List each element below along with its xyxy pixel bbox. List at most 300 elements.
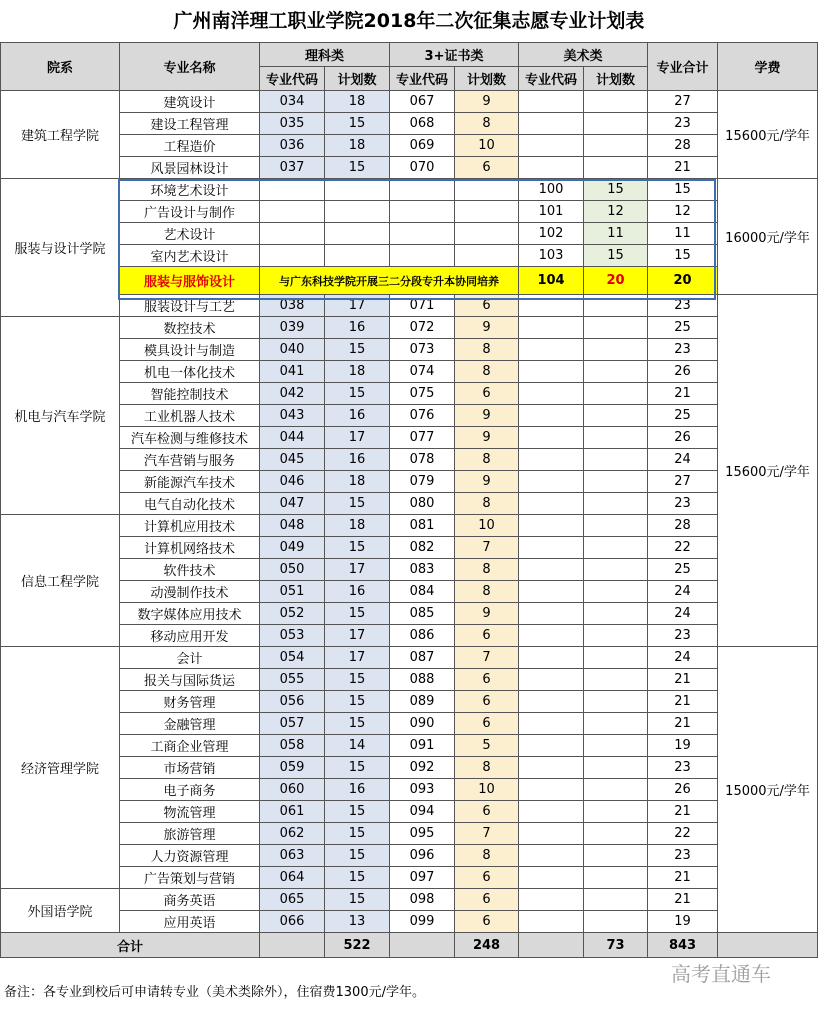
cert-plan: 7 [455, 537, 519, 559]
major-total: 24 [648, 603, 718, 625]
art-plan: 12 [584, 201, 648, 223]
footer-sci-code [260, 933, 325, 958]
cert-code: 084 [390, 581, 455, 603]
cert-plan: 8 [455, 361, 519, 383]
table-row [1, 867, 818, 889]
sci-code: 034 [260, 91, 325, 113]
major-total: 23 [648, 295, 718, 317]
table-row [1, 449, 818, 471]
major-name: 广告设计与制作 [120, 201, 260, 223]
sci-code: 054 [260, 647, 325, 669]
cert-plan: 6 [455, 867, 519, 889]
sci-plan: 16 [325, 581, 390, 603]
cert-plan: 6 [455, 691, 519, 713]
cert-plan: 10 [455, 515, 519, 537]
sci-plan: 15 [325, 603, 390, 625]
art-code: 100 [519, 179, 584, 201]
art-plan [584, 295, 648, 317]
dept-cell: 建筑工程学院 [1, 91, 120, 179]
major-total: 15 [648, 179, 718, 201]
art-plan [584, 911, 648, 933]
table-row [1, 603, 818, 625]
cert-plan: 9 [455, 317, 519, 339]
art-plan [584, 757, 648, 779]
sci-plan: 15 [325, 713, 390, 735]
major-name: 数字媒体应用技术 [120, 603, 260, 625]
table-row [1, 581, 818, 603]
cert-code: 095 [390, 823, 455, 845]
sci-plan: 17 [325, 559, 390, 581]
sci-plan: 15 [325, 537, 390, 559]
art-plan [584, 515, 648, 537]
table-row [1, 779, 818, 801]
major-total: 26 [648, 361, 718, 383]
table-row [1, 91, 818, 113]
table-row [1, 295, 818, 317]
major-total: 21 [648, 889, 718, 911]
sci-code [260, 179, 325, 201]
major-total: 15 [648, 245, 718, 267]
cert-code: 073 [390, 339, 455, 361]
major-name: 汽车检测与维修技术 [120, 427, 260, 449]
footnote: 备注：各专业到校后可申请转专业（美术类除外），住宿费1300元/学年。 [4, 985, 425, 1000]
cert-code: 085 [390, 603, 455, 625]
cert-plan: 6 [455, 889, 519, 911]
cert-code: 070 [390, 157, 455, 179]
table-row [1, 201, 818, 223]
cert-plan: 7 [455, 647, 519, 669]
sci-code: 051 [260, 581, 325, 603]
art-plan [584, 735, 648, 757]
table-row [1, 911, 818, 933]
cert-code [390, 245, 455, 267]
art-plan [584, 317, 648, 339]
sci-plan: 17 [325, 625, 390, 647]
cert-plan: 8 [455, 845, 519, 867]
sci-code: 042 [260, 383, 325, 405]
major-name: 旅游管理 [120, 823, 260, 845]
art-plan [584, 537, 648, 559]
cert-plan: 7 [455, 823, 519, 845]
art-code [519, 691, 584, 713]
major-total: 21 [648, 669, 718, 691]
cert-plan: 6 [455, 713, 519, 735]
cert-plan: 9 [455, 471, 519, 493]
art-plan: 20 [584, 267, 648, 295]
header-cert-plan: 计划数 [455, 67, 519, 91]
major-total: 12 [648, 201, 718, 223]
table-row [1, 223, 818, 245]
cert-plan: 10 [455, 135, 519, 157]
cert-code: 074 [390, 361, 455, 383]
cert-code: 082 [390, 537, 455, 559]
art-plan: 15 [584, 179, 648, 201]
art-code: 102 [519, 223, 584, 245]
sci-code: 037 [260, 157, 325, 179]
art-plan [584, 647, 648, 669]
art-plan [584, 559, 648, 581]
art-plan [584, 581, 648, 603]
cert-code: 067 [390, 91, 455, 113]
sci-code: 045 [260, 449, 325, 471]
art-code [519, 647, 584, 669]
dept-cell: 经济管理学院 [1, 647, 120, 889]
sci-code: 062 [260, 823, 325, 845]
sci-code: 052 [260, 603, 325, 625]
cert-code: 096 [390, 845, 455, 867]
major-total: 23 [648, 493, 718, 515]
art-plan [584, 845, 648, 867]
art-plan: 15 [584, 245, 648, 267]
art-code [519, 889, 584, 911]
art-plan: 11 [584, 223, 648, 245]
cert-plan: 8 [455, 757, 519, 779]
cert-plan [455, 223, 519, 245]
major-name: 金融管理 [120, 713, 260, 735]
table-row [1, 157, 818, 179]
page-title: 广州南洋理工职业学院2018年二次征集志愿专业计划表 [173, 10, 645, 32]
footer-art-code [519, 933, 584, 958]
major-total: 23 [648, 757, 718, 779]
major-name: 电子商务 [120, 779, 260, 801]
sci-plan: 18 [325, 91, 390, 113]
cert-plan: 8 [455, 493, 519, 515]
art-code [519, 845, 584, 867]
table-row [1, 889, 818, 911]
sci-plan: 16 [325, 405, 390, 427]
art-code [519, 735, 584, 757]
header-art-plan: 计划数 [584, 67, 648, 91]
art-plan [584, 779, 648, 801]
art-plan [584, 339, 648, 361]
cert-code: 071 [390, 295, 455, 317]
cert-plan: 5 [455, 735, 519, 757]
sci-code: 056 [260, 691, 325, 713]
sci-plan: 17 [325, 295, 390, 317]
cert-code: 088 [390, 669, 455, 691]
sci-code: 043 [260, 405, 325, 427]
major-total: 26 [648, 779, 718, 801]
sci-plan: 18 [325, 515, 390, 537]
sci-code: 048 [260, 515, 325, 537]
art-code [519, 295, 584, 317]
sci-plan: 16 [325, 317, 390, 339]
sci-code [260, 245, 325, 267]
table-row [1, 405, 818, 427]
sci-plan: 15 [325, 113, 390, 135]
sci-plan: 16 [325, 779, 390, 801]
major-total: 25 [648, 559, 718, 581]
sci-plan: 17 [325, 427, 390, 449]
art-plan [584, 691, 648, 713]
major-name: 新能源汽车技术 [120, 471, 260, 493]
art-code [519, 361, 584, 383]
fee-cell: 15600元/学年 [718, 91, 818, 179]
art-code [519, 157, 584, 179]
major-total: 21 [648, 713, 718, 735]
sci-plan: 13 [325, 911, 390, 933]
table-row [1, 113, 818, 135]
header-art-code: 专业代码 [519, 67, 584, 91]
sci-plan: 15 [325, 669, 390, 691]
art-code [519, 581, 584, 603]
table-row [1, 245, 818, 267]
table-row [1, 757, 818, 779]
table-row [1, 691, 818, 713]
major-total: 28 [648, 515, 718, 537]
cert-code: 089 [390, 691, 455, 713]
art-plan [584, 669, 648, 691]
table-row [1, 647, 818, 669]
art-plan [584, 713, 648, 735]
table-row [1, 845, 818, 867]
major-total: 27 [648, 91, 718, 113]
art-code [519, 383, 584, 405]
table-row [1, 135, 818, 157]
cert-plan [455, 179, 519, 201]
footer-grand-total: 843 [648, 933, 718, 958]
major-name: 计算机网络技术 [120, 537, 260, 559]
major-name: 物流管理 [120, 801, 260, 823]
sci-code: 036 [260, 135, 325, 157]
cert-code: 086 [390, 625, 455, 647]
sci-code: 055 [260, 669, 325, 691]
header-fee: 学费 [718, 43, 818, 91]
table-row [1, 735, 818, 757]
sci-code: 049 [260, 537, 325, 559]
art-code [519, 559, 584, 581]
art-plan [584, 625, 648, 647]
major-name: 环境艺术设计 [120, 179, 260, 201]
cert-code: 076 [390, 405, 455, 427]
art-code [519, 625, 584, 647]
art-code [519, 471, 584, 493]
major-name: 智能控制技术 [120, 383, 260, 405]
art-plan [584, 471, 648, 493]
sci-plan: 15 [325, 889, 390, 911]
cert-plan [455, 245, 519, 267]
sci-code: 059 [260, 757, 325, 779]
major-total: 28 [648, 135, 718, 157]
art-plan [584, 405, 648, 427]
major-name: 商务英语 [120, 889, 260, 911]
table-row [1, 493, 818, 515]
major-name: 汽车营销与服务 [120, 449, 260, 471]
table-row [1, 471, 818, 493]
major-name: 艺术设计 [120, 223, 260, 245]
sci-plan [325, 201, 390, 223]
dept-cell: 服装与设计学院 [1, 179, 120, 317]
cert-code: 068 [390, 113, 455, 135]
cert-code: 091 [390, 735, 455, 757]
sci-code: 039 [260, 317, 325, 339]
art-code [519, 757, 584, 779]
major-name: 会计 [120, 647, 260, 669]
cert-plan: 9 [455, 603, 519, 625]
table-row [1, 317, 818, 339]
art-code [519, 515, 584, 537]
sci-code: 038 [260, 295, 325, 317]
sci-plan [325, 179, 390, 201]
sci-code: 047 [260, 493, 325, 515]
art-code [519, 339, 584, 361]
art-plan [584, 135, 648, 157]
art-code [519, 449, 584, 471]
sci-code: 035 [260, 113, 325, 135]
major-total: 26 [648, 427, 718, 449]
cert-code: 075 [390, 383, 455, 405]
cert-code: 097 [390, 867, 455, 889]
cert-plan: 6 [455, 801, 519, 823]
art-code [519, 823, 584, 845]
cert-plan: 6 [455, 295, 519, 317]
cert-plan: 8 [455, 559, 519, 581]
sci-code: 063 [260, 845, 325, 867]
sci-plan: 18 [325, 471, 390, 493]
header-sci-code: 专业代码 [260, 67, 325, 91]
cert-plan: 6 [455, 383, 519, 405]
major-total: 27 [648, 471, 718, 493]
cert-plan: 8 [455, 339, 519, 361]
sci-plan: 17 [325, 647, 390, 669]
art-code [519, 135, 584, 157]
major-name: 报关与国际货运 [120, 669, 260, 691]
cert-code: 092 [390, 757, 455, 779]
major-name: 服装设计与工艺 [120, 295, 260, 317]
table-row [1, 383, 818, 405]
cert-plan: 6 [455, 669, 519, 691]
major-name: 财务管理 [120, 691, 260, 713]
table-body [1, 91, 818, 933]
sci-code: 064 [260, 867, 325, 889]
art-plan [584, 603, 648, 625]
cert-plan: 6 [455, 625, 519, 647]
major-name: 动漫制作技术 [120, 581, 260, 603]
major-total: 11 [648, 223, 718, 245]
footer-cert-code [390, 933, 455, 958]
fee-cell: 15000元/学年 [718, 647, 818, 933]
major-name: 电气自动化技术 [120, 493, 260, 515]
cert-code: 083 [390, 559, 455, 581]
cert-plan: 9 [455, 405, 519, 427]
major-name: 应用英语 [120, 911, 260, 933]
header-dept: 院系 [1, 43, 120, 91]
dept-cell: 信息工程学院 [1, 515, 120, 647]
table-row [1, 515, 818, 537]
sci-plan: 15 [325, 801, 390, 823]
art-plan [584, 361, 648, 383]
sci-code: 046 [260, 471, 325, 493]
sci-plan: 15 [325, 383, 390, 405]
art-code [519, 801, 584, 823]
sci-code: 058 [260, 735, 325, 757]
table-row [1, 801, 818, 823]
sci-code: 065 [260, 889, 325, 911]
art-code [519, 779, 584, 801]
major-total: 21 [648, 157, 718, 179]
major-total: 21 [648, 691, 718, 713]
sci-plan: 15 [325, 157, 390, 179]
sci-code: 053 [260, 625, 325, 647]
sci-plan: 15 [325, 823, 390, 845]
table-row [1, 669, 818, 691]
cert-code [390, 201, 455, 223]
cert-code: 087 [390, 647, 455, 669]
watermark-text: 高考直通车 [671, 962, 771, 986]
sci-plan: 18 [325, 361, 390, 383]
table-row [1, 537, 818, 559]
art-plan [584, 449, 648, 471]
art-code: 104 [519, 267, 584, 295]
table-row [1, 267, 818, 295]
header-cert-code: 专业代码 [390, 67, 455, 91]
footer-fee [718, 933, 818, 958]
table-header [1, 43, 818, 91]
art-code [519, 537, 584, 559]
major-name: 风景园林设计 [120, 157, 260, 179]
table-row [1, 559, 818, 581]
sci-plan: 18 [325, 135, 390, 157]
table-footer [1, 933, 818, 958]
cert-plan: 8 [455, 113, 519, 135]
major-total: 21 [648, 383, 718, 405]
header-cert-group: 3+证书类 [390, 43, 519, 67]
sci-code: 040 [260, 339, 325, 361]
dept-cell: 机电与汽车学院 [1, 317, 120, 515]
major-total: 24 [648, 449, 718, 471]
cert-plan: 9 [455, 91, 519, 113]
art-plan [584, 113, 648, 135]
table-row [1, 625, 818, 647]
sci-code: 060 [260, 779, 325, 801]
sci-plan: 14 [325, 735, 390, 757]
major-name: 数控技术 [120, 317, 260, 339]
major-name: 模具设计与制造 [120, 339, 260, 361]
cert-code [390, 179, 455, 201]
major-total: 25 [648, 405, 718, 427]
cert-plan: 6 [455, 911, 519, 933]
table-row [1, 427, 818, 449]
table-row [1, 713, 818, 735]
header-sci-plan: 计划数 [325, 67, 390, 91]
sci-code: 057 [260, 713, 325, 735]
cert-plan: 8 [455, 449, 519, 471]
cert-code: 081 [390, 515, 455, 537]
cert-code: 078 [390, 449, 455, 471]
major-total: 23 [648, 113, 718, 135]
table-row [1, 361, 818, 383]
major-total: 23 [648, 339, 718, 361]
header-total: 专业合计 [648, 43, 718, 91]
cert-code: 098 [390, 889, 455, 911]
major-total: 24 [648, 647, 718, 669]
art-code [519, 911, 584, 933]
sci-plan [325, 223, 390, 245]
sci-code: 061 [260, 801, 325, 823]
art-code [519, 713, 584, 735]
header-sci-group: 理科类 [260, 43, 390, 67]
art-plan [584, 801, 648, 823]
major-name: 广告策划与营销 [120, 867, 260, 889]
cert-plan: 6 [455, 157, 519, 179]
cert-plan [455, 201, 519, 223]
art-plan [584, 427, 648, 449]
art-code [519, 867, 584, 889]
art-code: 103 [519, 245, 584, 267]
sci-code: 041 [260, 361, 325, 383]
cert-code: 094 [390, 801, 455, 823]
art-code: 101 [519, 201, 584, 223]
